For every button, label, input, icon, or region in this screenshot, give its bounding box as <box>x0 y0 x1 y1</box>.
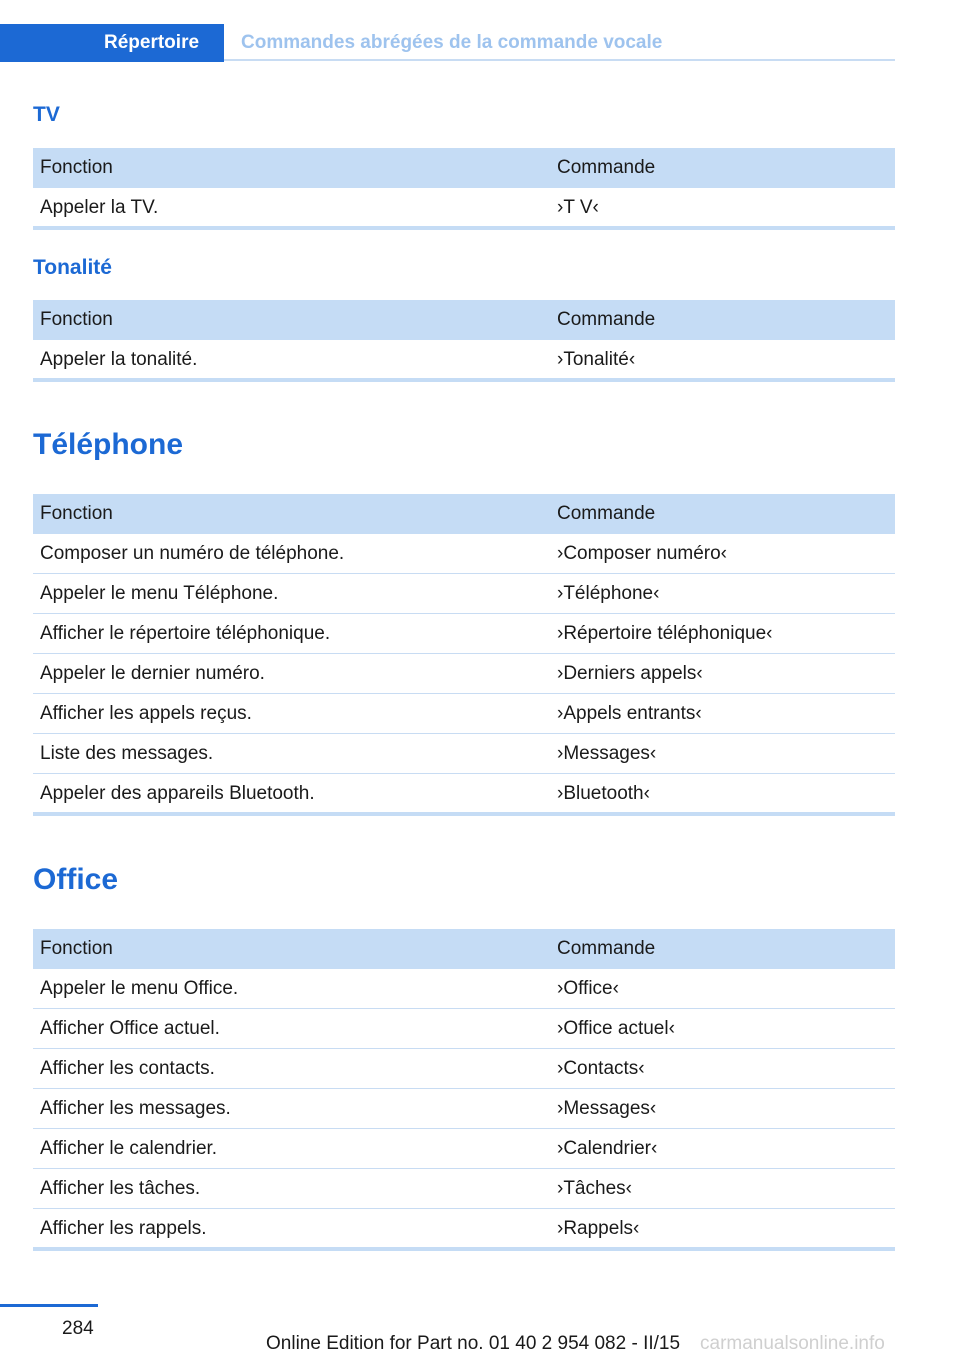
function-cell: Appeler la TV. <box>40 197 159 218</box>
command-cell: ›Messages‹ <box>557 1098 657 1119</box>
command-cell: ›Office actuel‹ <box>557 1018 675 1039</box>
table-office <box>33 929 895 1251</box>
watermark: carmanualsonline.info <box>700 1333 885 1354</box>
table-row <box>33 1049 895 1089</box>
table-tonalite <box>33 300 895 382</box>
function-cell: Appeler le menu Office. <box>40 978 239 999</box>
command-cell: ›Composer numéro‹ <box>557 543 727 564</box>
command-cell: ›Contacts‹ <box>557 1058 645 1079</box>
table-row <box>33 340 895 382</box>
command-cell: ›Messages‹ <box>557 743 657 764</box>
header-title[interactable]: Commandes abrégées de la commande vocale <box>241 32 663 53</box>
command-cell: ›T V‹ <box>557 197 599 218</box>
command-cell: ›Rappels‹ <box>557 1218 640 1239</box>
col-header-function: Fonction <box>40 938 113 959</box>
table-row <box>33 614 895 654</box>
table-telephone <box>33 494 895 816</box>
command-cell: ›Derniers appels‹ <box>557 663 703 684</box>
page-header <box>0 24 895 62</box>
heading-tonalite: Tonalité <box>33 256 112 279</box>
table-row <box>33 188 895 230</box>
table-row <box>33 1129 895 1169</box>
table-row <box>33 1009 895 1049</box>
table-header-row <box>33 300 895 340</box>
table-row <box>33 1209 895 1251</box>
heading-office: Office <box>33 863 119 896</box>
col-header-function: Fonction <box>40 503 113 524</box>
command-cell: ›Téléphone‹ <box>557 583 660 604</box>
function-cell: Afficher le calendrier. <box>40 1138 218 1159</box>
col-header-function: Fonction <box>40 157 113 178</box>
function-cell: Appeler la tonalité. <box>40 349 198 370</box>
function-cell: Composer un numéro de téléphone. <box>40 543 345 564</box>
table-row <box>33 654 895 694</box>
function-cell: Afficher les contacts. <box>40 1058 215 1079</box>
edition-text: Online Edition for Part no. 01 40 2 954 082 - II/15 <box>266 1333 681 1354</box>
table-row <box>33 534 895 574</box>
header-section-tab[interactable]: Répertoire <box>0 24 224 62</box>
function-cell: Appeler le menu Téléphone. <box>40 583 279 604</box>
command-cell: ›Calendrier‹ <box>557 1138 658 1159</box>
heading-tv: TV <box>33 103 60 126</box>
col-header-command: Commande <box>557 309 656 330</box>
col-header-command: Commande <box>557 938 656 959</box>
table-row <box>33 694 895 734</box>
table-row <box>33 774 895 816</box>
table-tv <box>33 148 895 230</box>
table-header-row <box>33 494 895 534</box>
function-cell: Afficher les appels reçus. <box>40 703 252 724</box>
footer-accent-line <box>0 1304 98 1307</box>
col-header-function: Fonction <box>40 309 113 330</box>
table-row <box>33 969 895 1009</box>
function-cell: Appeler des appareils Bluetooth. <box>40 783 315 804</box>
command-cell: ›Office‹ <box>557 978 619 999</box>
heading-telephone: Téléphone <box>33 428 184 461</box>
function-cell: Afficher Office actuel. <box>40 1018 220 1039</box>
command-cell: ›Appels entrants‹ <box>557 703 702 724</box>
page-number: 284 <box>62 1318 94 1339</box>
function-cell: Liste des messages. <box>40 743 214 764</box>
function-cell: Appeler le dernier numéro. <box>40 663 265 684</box>
command-cell: ›Tonalité‹ <box>557 349 636 370</box>
table-header-row <box>33 148 895 188</box>
command-cell: ›Bluetooth‹ <box>557 783 650 804</box>
table-header-row <box>33 929 895 969</box>
table-row <box>33 574 895 614</box>
command-cell: ›Tâches‹ <box>557 1178 632 1199</box>
function-cell: Afficher les messages. <box>40 1098 231 1119</box>
command-cell: ›Répertoire téléphonique‹ <box>557 623 773 644</box>
header-divider <box>224 59 895 61</box>
function-cell: Afficher le répertoire téléphonique. <box>40 623 331 644</box>
col-header-command: Commande <box>557 157 656 178</box>
col-header-command: Commande <box>557 503 656 524</box>
table-row <box>33 1089 895 1129</box>
function-cell: Afficher les rappels. <box>40 1218 207 1239</box>
table-row <box>33 1169 895 1209</box>
table-row <box>33 734 895 774</box>
function-cell: Afficher les tâches. <box>40 1178 201 1199</box>
